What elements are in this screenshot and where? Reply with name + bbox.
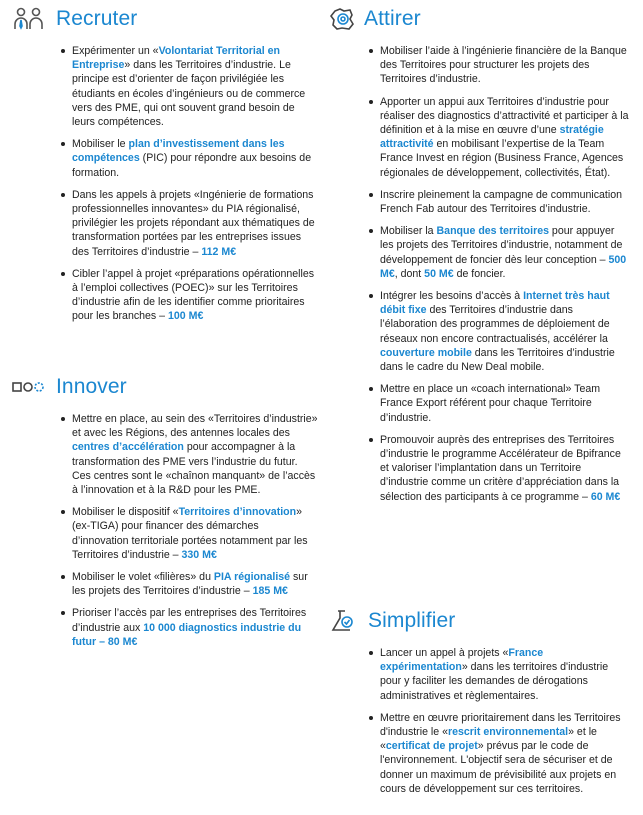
list-item — [72, 137, 318, 180]
list-item — [380, 646, 630, 703]
highlighted-text: 50 M€ — [424, 267, 454, 280]
item-text: sur les projets des Territoires d’industrie – — [72, 571, 308, 598]
item-text: Lancer un appel à projets « — [380, 647, 509, 659]
highlighted-text: PIA régionalisé — [213, 571, 291, 584]
item-text: Mobiliser le volet «filières» du — [72, 571, 214, 584]
highlighted-text: 10 000 diagnostics industrie du futur – 80 M€ — [72, 621, 302, 648]
target-map-icon — [326, 6, 360, 32]
bullet-list — [72, 412, 318, 649]
highlighted-text: Internet très haut débit fixe — [380, 290, 610, 317]
shapes-icon — [12, 374, 46, 400]
list-item — [380, 224, 630, 281]
item-text: Mobiliser l’aide à l’ingénierie financière de la Banque des Territoires pour structurer les projets des Territoires d’industrie. — [380, 45, 627, 86]
item-text: , dont — [394, 267, 425, 280]
list-item — [380, 433, 630, 504]
section-heading — [12, 4, 318, 34]
highlighted-text: Volontariat Territorial en Entreprise — [72, 45, 281, 72]
list-item — [72, 505, 318, 562]
highlighted-text: 112 M€ — [201, 245, 237, 258]
section-title: Innover — [56, 375, 127, 398]
list-item — [72, 267, 318, 324]
list-item — [380, 382, 630, 425]
highlighted-text: France expérimentation — [380, 647, 544, 674]
item-text: (PIC) pour répondre aux besoins de formation. — [72, 152, 312, 179]
highlighted-text: centres d’accélération — [72, 441, 184, 454]
item-text: » et le « — [380, 726, 597, 753]
item-text: Inscrire pleinement la campagne de communication French Fab autour des Territoires d’industrie. — [380, 188, 623, 216]
section-innover — [12, 372, 318, 657]
highlighted-text: 60 M€ — [590, 490, 621, 503]
item-text: Promouvoir auprès des entreprises des Territoires d’industrie le programme Accélérateur de Bpifrance et valoriser l’implantation dans un Territoire d’industrie comme un critère d’appréciation dans la sélection des participants à ce programme – — [380, 433, 621, 503]
item-text: pour appuyer les projets des Territoires d’industrie, notamment de développement de foncier dès leur conception – — [380, 225, 623, 266]
list-item — [380, 711, 630, 796]
highlighted-text: plan d’investissement dans les compétences — [72, 138, 285, 165]
people-icon — [12, 6, 46, 32]
highlighted-text: 100 M€ — [168, 310, 204, 323]
section-title: Simplifier — [368, 609, 456, 632]
item-text: Mobiliser le — [72, 138, 129, 151]
section-heading — [12, 372, 318, 402]
highlighted-text: rescrit environnemental — [447, 726, 569, 739]
highlighted-text: 330 M€ — [181, 548, 217, 561]
item-text: Mettre en place, au sein des «Territoires d’industrie» et avec les Régions, des antennes locales des — [72, 413, 318, 440]
bullet-list — [72, 44, 318, 324]
highlighted-text: stratégie attractivité — [380, 124, 604, 151]
highlighted-text: Banque des territoires — [436, 225, 549, 238]
item-text: Apporter un appui aux Territoires d’industrie pour réaliser des diagnostics d’attractivité et participer à la définition et à la mise en œuvre d’une — [380, 95, 629, 137]
list-item — [380, 44, 630, 87]
highlighted-text: certificat de projet — [385, 740, 478, 753]
highlighted-text: Territoires d’innovation — [178, 506, 297, 519]
list-item — [72, 606, 318, 649]
section-heading — [326, 606, 630, 636]
item-text: de foncier. — [453, 267, 506, 280]
section-simplifier — [326, 606, 630, 804]
item-text: dans les Territoires d’industrie dans le cadre du New Deal mobile. — [380, 346, 615, 374]
item-text: des Territoires d’industrie dans l’élaboration des programmes de déploiement de réseaux non encore contractualisés, accélérer la — [380, 304, 610, 345]
item-text: » dans les Territoires d’industrie. Le principe est d’orienter de façon privilégiée les étudiants en écoles d’ingénieurs ou de commerce vers des PME, qui ont souvent grand besoin de leurs compétences. — [72, 59, 306, 129]
bullet-list — [380, 44, 630, 504]
item-text: Prioriser l’accès par les entreprises des Territoires d’industrie aux — [72, 607, 307, 634]
item-text: Mettre en place un «coach international» Team France Export référent pour chaque Territoire d’industrie. — [380, 383, 601, 424]
item-text: Mobiliser la — [380, 225, 437, 238]
item-text: Mettre en œuvre prioritairement dans les Territoires d'industrie le « — [380, 711, 621, 739]
item-text: en mobilisant l’expertise de la Team France Invest en région (Business France, Agences régionales de développement, collectivités, État). — [380, 138, 624, 179]
flask-check-icon — [326, 608, 360, 634]
item-text: Expérimenter un « — [72, 45, 159, 57]
section-heading — [326, 4, 630, 34]
list-item — [72, 412, 318, 497]
list-item — [380, 289, 630, 374]
item-text: » (ex-TIGA) pour financer des démarches d’innovation territoriale portées notamment par les Territoires d’industrie – — [72, 506, 308, 561]
item-text: Dans les appels à projets «Ingénierie de formations professionnelles innovantes» du PIA régionalisé, privilégier les projets répondant aux thématiques de transformation portées par les entreprises issues des Territoires d’industrie – — [72, 188, 315, 258]
list-item — [72, 44, 318, 129]
list-item — [380, 95, 630, 180]
section-recruter — [12, 4, 318, 332]
item-text: pour accompagner à la transformation des PME vers l’industrie du futur. Ces centres sont le «chaînon manquant» de l’accès à l’innovation et à la R&D pour les PME. — [72, 441, 316, 497]
list-item — [72, 188, 318, 259]
section-title: Recruter — [56, 7, 138, 30]
highlighted-text: couverture mobile — [380, 346, 472, 359]
highlighted-text: 185 M€ — [252, 585, 288, 598]
bullet-list — [380, 646, 630, 796]
item-text: Cibler l’appel à projet «préparations opérationnelles à l’emploi collectives (POEC)» sur les Territoires d’industrie afin de les identifier comme prioritaires pour les branches – — [72, 267, 315, 323]
item-text: » dans les territoires d'industrie pour y faciliter les demandes de dérogations administratives et règlementaires. — [380, 661, 609, 702]
item-text: » prévus par le code de l'environnement. L'objectif sera de sécuriser et de donner un maximum de prévisibilité aux projets en cours de développement sur ces territoires. — [380, 740, 617, 795]
item-text: Intégrer les besoins d’accès à — [380, 290, 524, 303]
section-attirer — [326, 4, 630, 512]
section-title: Attirer — [364, 7, 421, 30]
list-item — [72, 570, 318, 598]
list-item — [380, 188, 630, 216]
item-text: Mobiliser le dispositif « — [72, 506, 179, 519]
highlighted-text: 500 M€ — [380, 253, 627, 280]
